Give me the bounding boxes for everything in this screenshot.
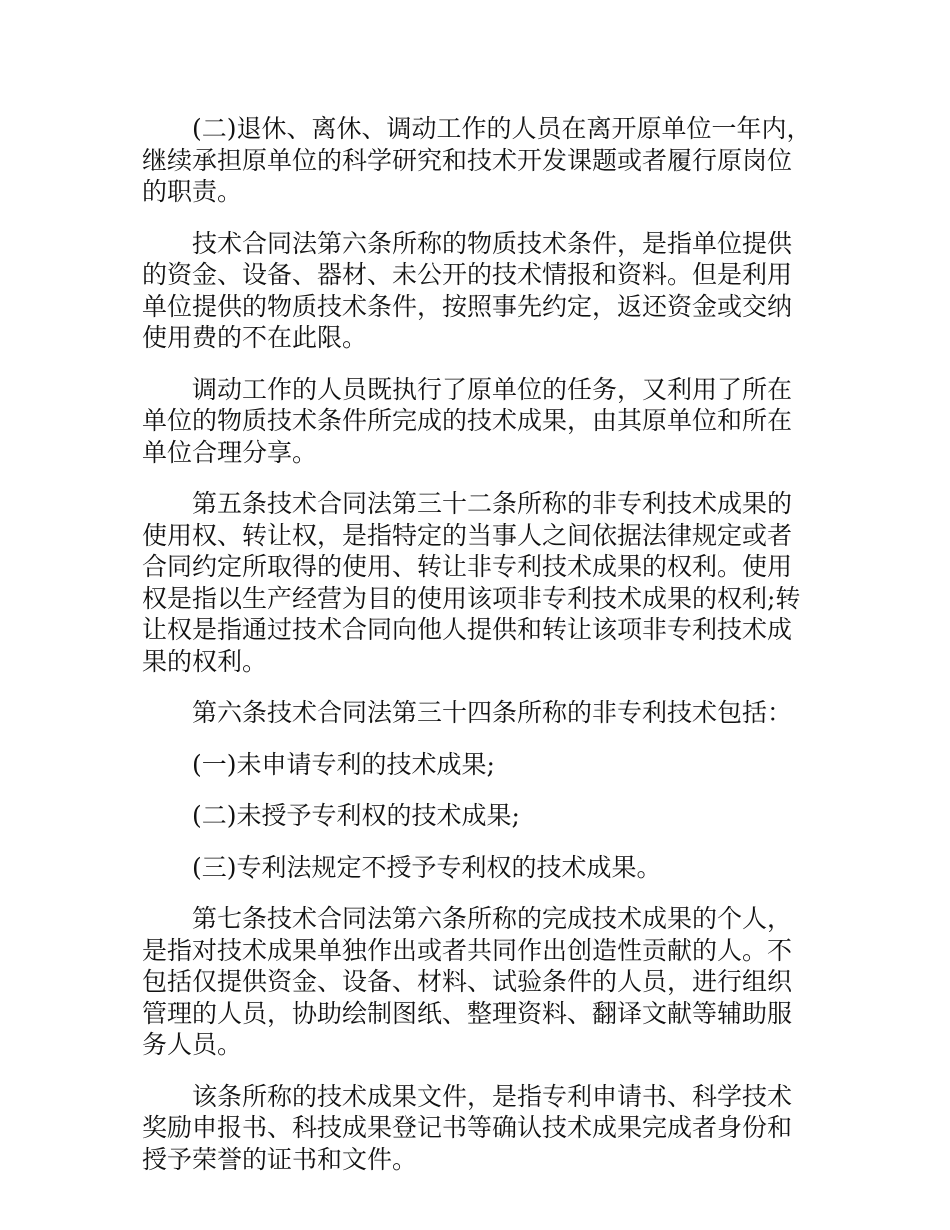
paragraph-shared-results: 调动工作的人员既执行了原单位的任务，又利用了所在单位的物质技术条件所完成的技术成果，由其原单位和所在单位合理分享。 bbox=[142, 374, 793, 467]
document-body bbox=[142, 113, 814, 1195]
paragraph-retiree-projects: (二)退休、离休、调动工作的人员在离开原单位一年内，继续承担原单位的科学研究和技术开发课题或者履行原岗位的职责。 bbox=[142, 114, 812, 206]
paragraph-article-5: 第五条技术合同法第三十二条所称的非专利技术成果的使用权、转让权，是指特定的当事人之间依据法律规定或者合同约定所取得的使用、转让非专利技术成果的权利。使用权是指以生产经营为目的使用该项非专利技术成果的权利;转让权是指通过技术合同向他人提供和转让该项非专利技术成果的权利。 bbox=[142, 489, 801, 676]
paragraph-article-7: 第七条技术合同法第六条所称的完成技术成果的个人，是指对技术成果单独作出或者共同作出创造性贡献的人。不包括仅提供资金、设备、材料、试验条件的人员，进行组织管理的人员，协助绘制图纸、整理资料、翻译文献等辅助服务人员。 bbox=[142, 904, 793, 1059]
list-item-3: (三)专利法规定不授予专利权的技术成果。 bbox=[192, 852, 662, 882]
paragraph-result-documents: 该条所称的技术成果文件，是指专利申请书、科学技术奖励申报书、科技成果登记书等确认技术成果完成者身份和授予荣誉的证书和文件。 bbox=[142, 1081, 793, 1174]
paragraph-material-conditions: 技术合同法第六条所称的物质技术条件，是指单位提供的资金、设备、器材、未公开的技术情报和资料。但是利用单位提供的物质技术条件，按照事先约定，返还资金或交纳使用费的不在此限。 bbox=[142, 228, 793, 352]
list-item-1: (一)未申请专利的技术成果; bbox=[192, 749, 495, 779]
paragraph-article-6: 第六条技术合同法第三十四条所称的非专利技术包括： bbox=[192, 698, 793, 727]
list-item-2: (二)未授予专利权的技术成果; bbox=[192, 801, 520, 830]
